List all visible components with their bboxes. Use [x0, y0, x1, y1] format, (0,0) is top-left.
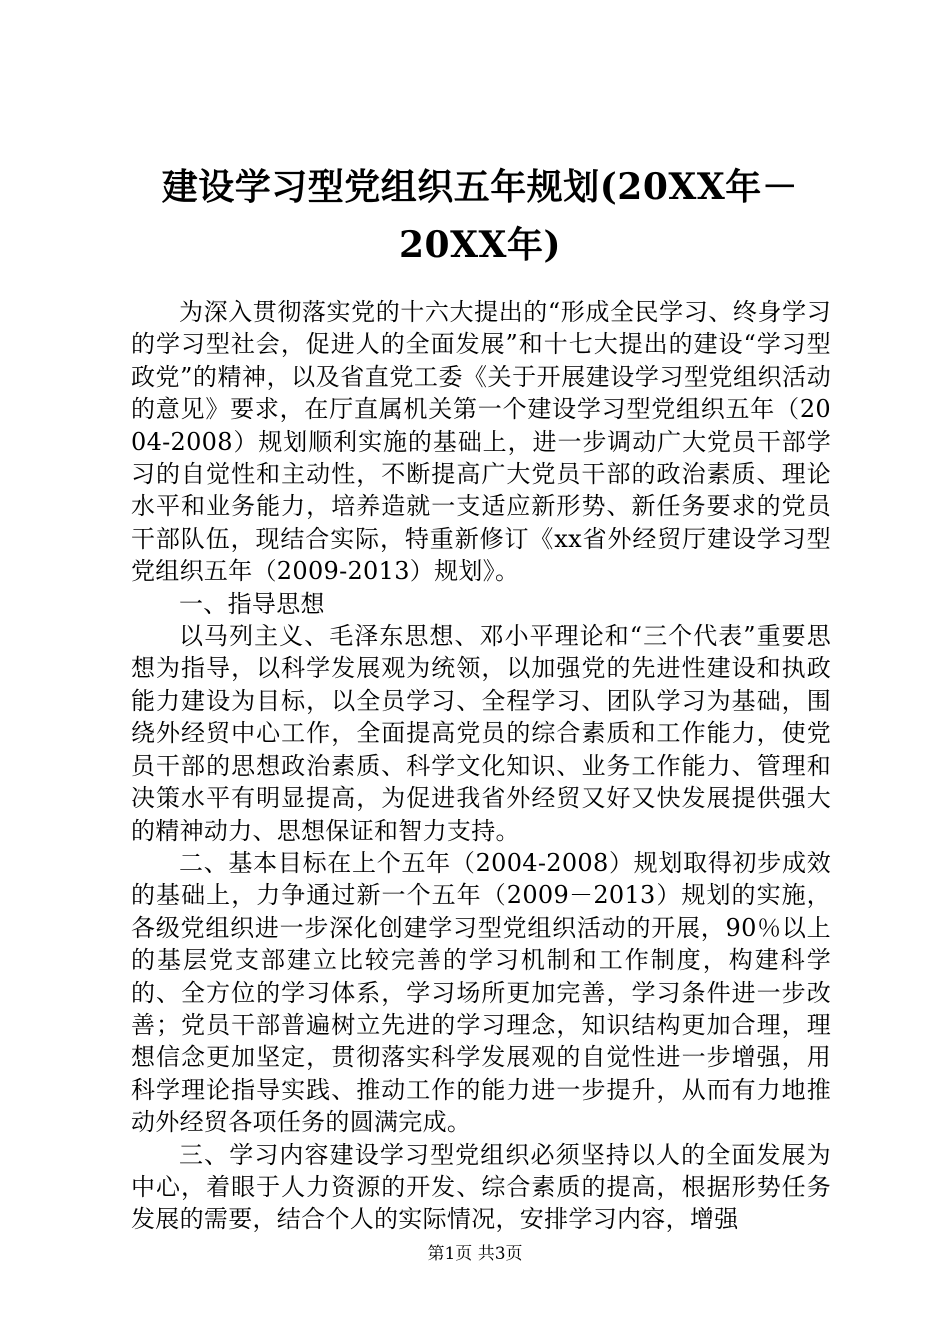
- basic-goals-paragraph: 二、基本目标在上个五年（2004-2008）规划取得初步成效的基础上，力争通过新一个五年（2009－2013）规划的实施，各级党组织进一步深化创建学习型党组织活动的开展，90％以上的基层党支部建立比较完善的学习机制和工作制度，构建科学的、全方位的学习体系，学习场所更加完善，学习条件进一步改善；党员干部普遍树立先进的学习理念，知识结构更加合理，理想信念更加坚定，贯彻落实科学发展观的自觉性进一步增强，用科学理论指导实践、推动工作的能力进一步提升，从而有力地推动外经贸各项任务的圆满完成。: [131, 848, 831, 1137]
- document-title: 建设学习型党组织五年规划(20XX年－20XX年): [161, 166, 799, 266]
- intro-paragraph: 为深入贯彻落实党的十六大提出的“形成全民学习、终身学习的学习型社会，促进人的全面发展”和十七大提出的建设“学习型政党”的精神，以及省直党工委《关于开展建设学习型党组织活动的意见》要求，在厅直属机关第一个建设学习型党组织五年（2004-2008）规划顺利实施的基础上，进一步调动广大党员干部学习的自觉性和主动性，不断提高广大党员干部的政治素质、理论水平和业务能力，培养造就一支适应新形势、新任务要求的党员干部队伍，现结合实际，特重新修订《xx省外经贸厅建设学习型党组织五年（2009-2013）规划》。: [131, 298, 831, 586]
- document-body: [131, 296, 831, 1236]
- guiding-thought-paragraph: 以马列主义、毛泽东思想、邓小平理论和“三个代表”重要思想为指导，以科学发展观为统领，以加强党的先进性建设和执政能力建设为目标，以全员学习、全程学习、团队学习为基础，围绕外经贸中心工作，全面提高党员的综合素质和工作能力，使党员干部的思想政治素质、科学文化知识、业务工作能力、管理和决策水平有明显提高，为促进我省外经贸又好又快发展提供强大的精神动力、思想保证和智力支持。: [131, 622, 831, 845]
- section-heading-guiding-thought: 一、指导思想: [179, 589, 325, 618]
- page-footer: 第1页 共3页: [427, 1244, 523, 1264]
- learning-content-paragraph: 三、学习内容建设学习型党组织必须坚持以人的全面发展为中心，着眼于人力资源的开发、综合素质的提高，根据形势任务发展的需要，结合个人的实际情况，安排学习内容，增强: [131, 1140, 831, 1234]
